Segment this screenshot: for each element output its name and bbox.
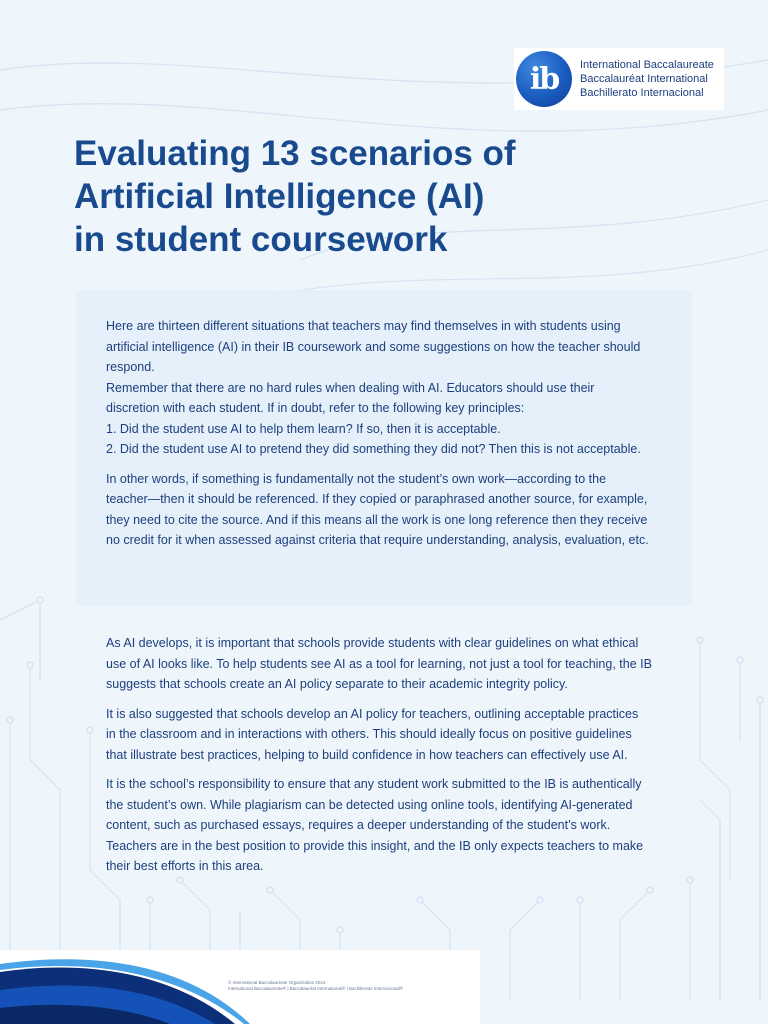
body-line: content, such as purchased essays, requires a deeper understanding of the student’s work. xyxy=(106,818,611,832)
body-line: use of AI looks like. To help students see AI as a tool for learning, not just a tool for teaching, the IB xyxy=(106,656,652,671)
body-line: their best efforts in this area. xyxy=(106,859,264,873)
body-paragraph xyxy=(106,633,686,695)
intro-text-line: they need to cite the source. And if this means all the work is one long reference then they receive xyxy=(106,512,648,527)
copyright-line: © International Baccalaureate Organization 2024 xyxy=(228,980,326,985)
body-line: As AI develops, it is important that schools provide students with clear guidelines on what ethical xyxy=(106,636,639,650)
body-line: that illustrate best practices, helping to build confidence in how teachers can effectively use AI. xyxy=(106,747,628,762)
ib-logo xyxy=(514,48,724,110)
body-line: suggests that schools create an AI policy separate to their academic integrity policy. xyxy=(106,677,568,691)
intro-text-line: respond. xyxy=(106,360,155,374)
intro-text-line: artificial intelligence (AI) in their IB coursework and some suggestions on how the teacher should xyxy=(106,339,641,354)
logo-line-english: International Baccalaureate xyxy=(580,59,714,71)
intro-text-line: discretion with each student. If in doubt, refer to the following key principles: xyxy=(106,401,525,415)
intro-panel xyxy=(76,290,692,606)
title-line: Artificial Intelligence (AI) xyxy=(74,177,485,216)
title-line: in student coursework xyxy=(74,220,448,259)
logo-line-spanish: Bachillerato Internacional xyxy=(580,87,704,99)
body-text xyxy=(106,633,686,886)
logo-wordmark xyxy=(580,58,714,100)
body-line: It is the school’s responsibility to ensure that any student work submitted to the IB is authentically xyxy=(106,777,642,791)
logo-line-french: Baccalauréat International xyxy=(580,73,708,85)
body-paragraph xyxy=(106,774,686,877)
intro-text-line: In other words, if something is fundamentally not the student’s own work—according to the xyxy=(106,471,607,486)
intro-text-line: Here are thirteen different situations that teachers may find themselves in with students using xyxy=(106,319,621,333)
body-line: in the classroom and in interactions with others. This should ideally focus on positive guidelines xyxy=(106,727,632,741)
body-line: It is also suggested that schools develop an AI policy for teachers, outlining acceptable practices xyxy=(106,706,639,721)
ib-logo-icon: ib xyxy=(516,51,572,107)
page-title xyxy=(74,132,574,261)
copyright-notice xyxy=(228,980,403,992)
body-paragraph xyxy=(106,704,686,766)
title-line: Evaluating 13 scenarios of xyxy=(74,134,516,173)
body-line: Teachers are in the best position to provide this insight, and the IB only expects teachers to make xyxy=(106,838,644,853)
intro-text-line: Remember that there are no hard rules when dealing with AI. Educators should use their xyxy=(106,380,595,395)
principle-item: 2. Did the student use AI to pretend they did something they did not? Then this is not acceptable. xyxy=(106,442,641,456)
intro-text-line: teacher—then it should be referenced. If they copied or paraphrased another source, for example, xyxy=(106,492,648,506)
intro-text-line: no credit for it when assessed against criteria that require understanding, analysis, evaluation, etc. xyxy=(106,533,649,547)
copyright-line: International Baccalaureate® | Baccalauréat International® | Bachillerato Internacional® xyxy=(228,986,403,991)
principle-item: 1. Did the student use AI to help them learn? If so, then it is acceptable. xyxy=(106,421,501,436)
body-line: the student’s own. While plagiarism can be detected using online tools, identifying AI-generated xyxy=(106,797,633,812)
